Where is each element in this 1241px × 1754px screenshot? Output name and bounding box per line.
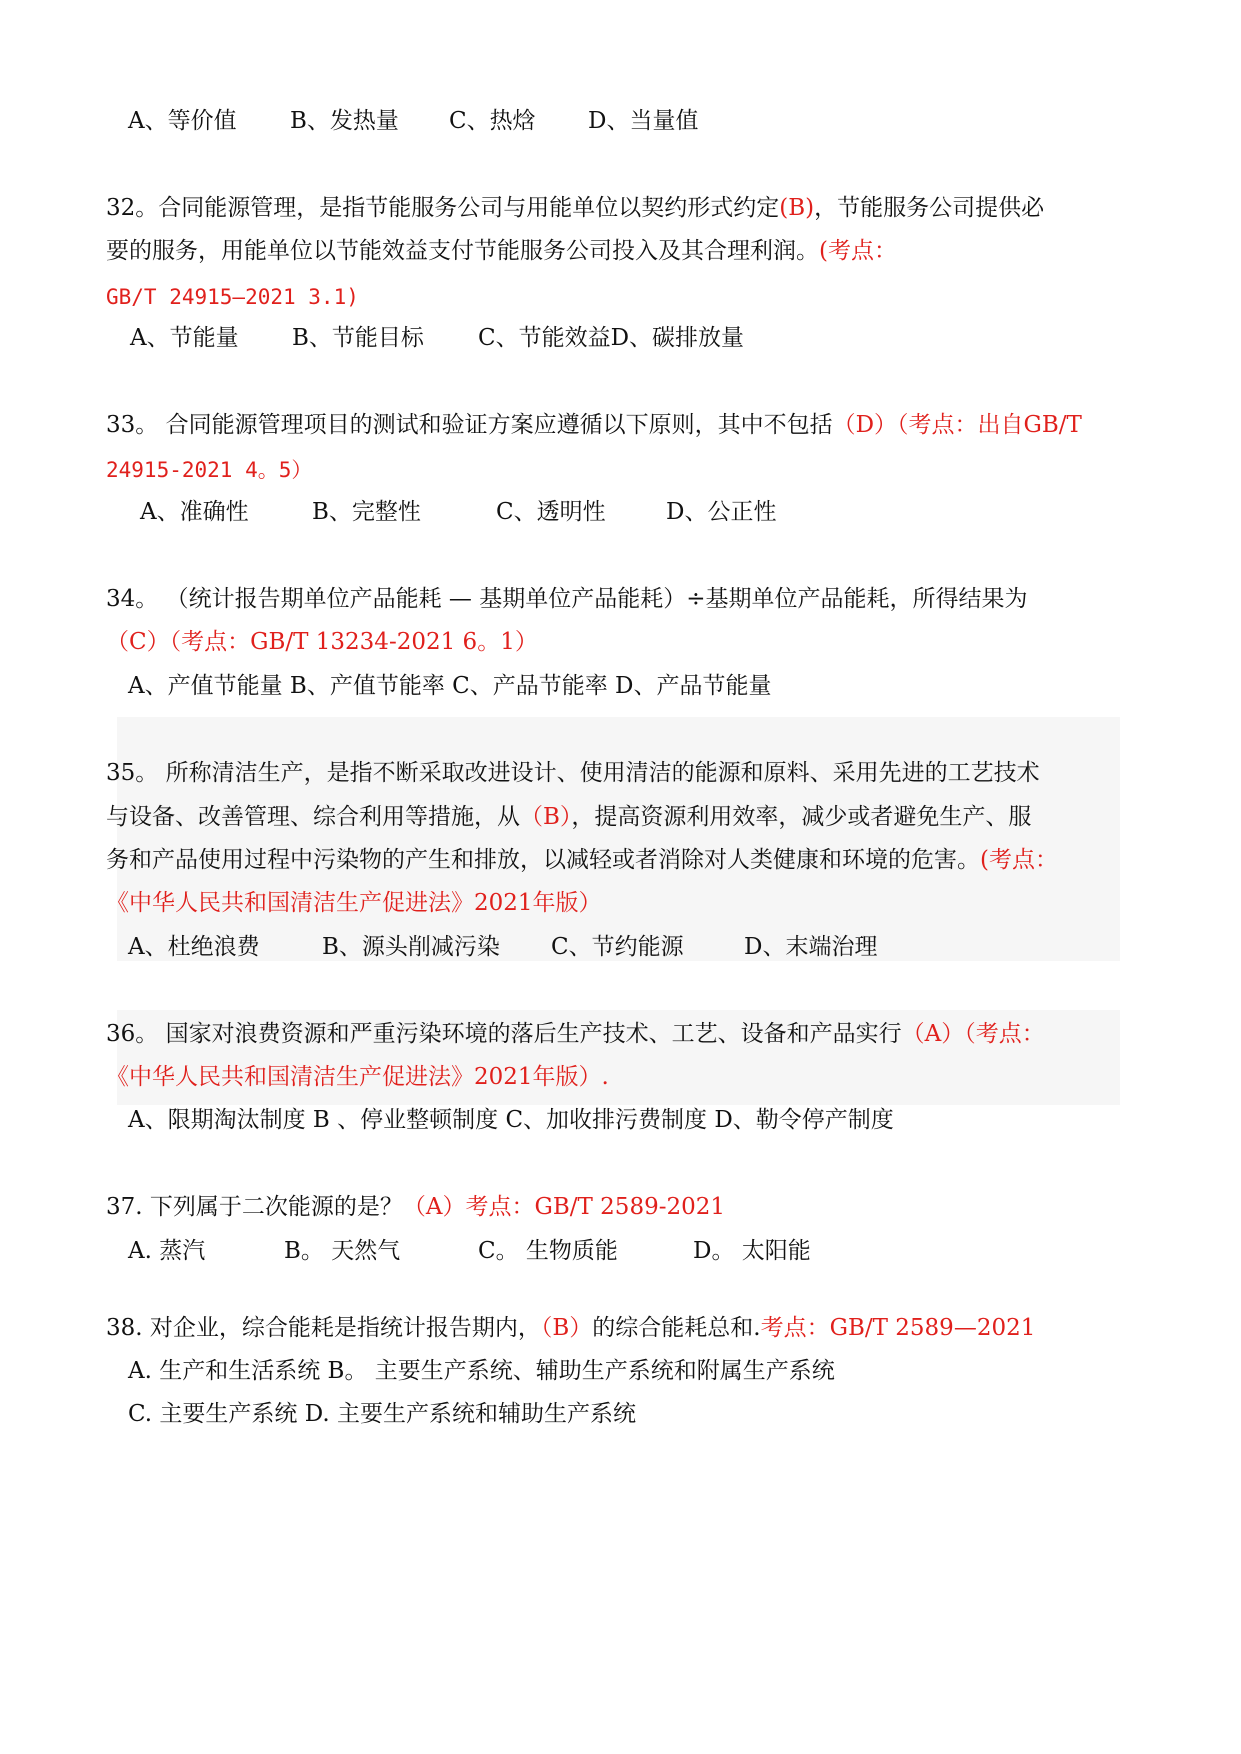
q37-option-a: A. 蒸汽 (128, 1238, 206, 1264)
q36-ref2: 《中华人民共和国清洁生产促进法》2021年版）. (106, 1064, 609, 1090)
q32-line2 (106, 236, 897, 266)
q35-answer: （B） (520, 804, 572, 830)
q35-option-d: D、末端治理 (744, 934, 878, 960)
q32-ref: GB/T 24915—2021 3.1) (106, 285, 359, 309)
q33-option-b: B、完整性 (312, 499, 421, 525)
q32-option-cd: C、节能效益D、碳排放量 (478, 325, 745, 351)
q32-option-b: B、节能目标 (292, 325, 424, 351)
q33-option-a: A、准确性 (140, 499, 249, 525)
q33-line1 (106, 410, 1082, 440)
q32-ref-prefix: (考点： (819, 238, 897, 264)
q35-text3: 务和产品使用过程中污染物的产生和排放，以减轻或者消除对人类健康和环境的危害。 (106, 847, 980, 873)
q35-option-c: C、节约能源 (551, 934, 684, 960)
q32-text-rest: ，节能服务公司提供必 (814, 195, 1045, 221)
q35-option-a: A、杜绝浪费 (128, 934, 260, 960)
q37-ref: （A）考点：GB/T 2589-2021 (402, 1194, 726, 1220)
q32-text2: 要的服务，用能单位以节能效益支付节能服务公司投入及其合理利润。 (106, 238, 819, 264)
q35-line1: 35。 所称清洁生产，是指不断采取改进设计、使用清洁的能源和原料、采用先进的工艺技术 (106, 760, 1040, 786)
q31-option-d: D、当量值 (588, 108, 699, 134)
q35-highlight (117, 717, 1120, 961)
q35-line3 (106, 845, 1058, 875)
q36-text: 36。 国家对浪费资源和严重污染环境的落后生产技术、工艺、设备和产品实行 (106, 1021, 902, 1047)
q33-ref2: 24915-2021 4。5） (106, 458, 313, 482)
q38-text: 38. 对企业，综合能耗是指统计报告期内， (106, 1315, 541, 1341)
q32-line1 (106, 193, 1044, 223)
q32-text: 32。合同能源管理，是指节能服务公司与用能单位以契约形式约定 (106, 195, 780, 221)
q35-text2a: 与设备、改善管理、综合利用等措施，从 (106, 804, 520, 830)
q33-option-d: D、公正性 (666, 499, 777, 525)
q35-ref-prefix: (考点： (980, 847, 1058, 873)
q36-ref1: （A）（考点： (901, 1021, 1045, 1047)
q37-text: 37. 下列属于二次能源的是？ (106, 1194, 403, 1220)
q31-option-b: B、发热量 (290, 108, 399, 134)
q35-line2 (106, 802, 1031, 832)
q34-line1: 34。 （统计报告期单位产品能耗 — 基期单位产品能耗）÷基期单位产品能耗，所得结果为 (106, 586, 1028, 612)
q37-option-d: D。 太阳能 (693, 1238, 811, 1264)
q38-answer: （B） (540, 1315, 593, 1341)
q37-line1 (106, 1192, 725, 1222)
q33-text: 33。 合同能源管理项目的测试和验证方案应遵循以下原则，其中不包括 (106, 412, 833, 438)
q34-ref: （C）（考点：GB/T 13234-2021 6。1） (106, 629, 538, 655)
q32-answer: (B) (779, 195, 815, 221)
q36-options: A、限期淘汰制度 B 、停业整顿制度 C、加收排污费制度 D、勒令停产制度 (128, 1107, 894, 1133)
q31-option-a: A、等价值 (128, 108, 237, 134)
q37-option-b: B。 天然气 (284, 1238, 401, 1264)
q38-options-line1: A. 生产和生活系统 B。 主要生产系统、辅助生产系统和附属生产系统 (128, 1358, 835, 1384)
q37-option-c: C。 生物质能 (478, 1238, 618, 1264)
q32-option-a: A、节能量 (130, 325, 239, 351)
q38-text-rest: 的综合能耗总和. (592, 1315, 761, 1341)
q35-option-b: B、源头削减污染 (322, 934, 500, 960)
q38-options-line2: C. 主要生产系统 D. 主要生产系统和辅助生产系统 (128, 1401, 636, 1427)
q38-line1 (106, 1313, 1035, 1343)
q34-options: A、产值节能量 B、产值节能率 C、产品节能率 D、产品节能量 (128, 673, 772, 699)
q36-line1 (106, 1019, 1045, 1049)
q31-option-c: C、热焓 (449, 108, 536, 134)
q33-ref1: （D）（考点：出自GB/T (832, 412, 1082, 438)
q38-ref: 考点：GB/T 2589—2021 (760, 1315, 1036, 1341)
q35-ref: 《中华人民共和国清洁生产促进法》2021年版） (106, 890, 602, 916)
q35-text2b: ，提高资源利用效率，减少或者避免生产、服 (571, 804, 1032, 830)
q33-option-c: C、透明性 (496, 499, 606, 525)
